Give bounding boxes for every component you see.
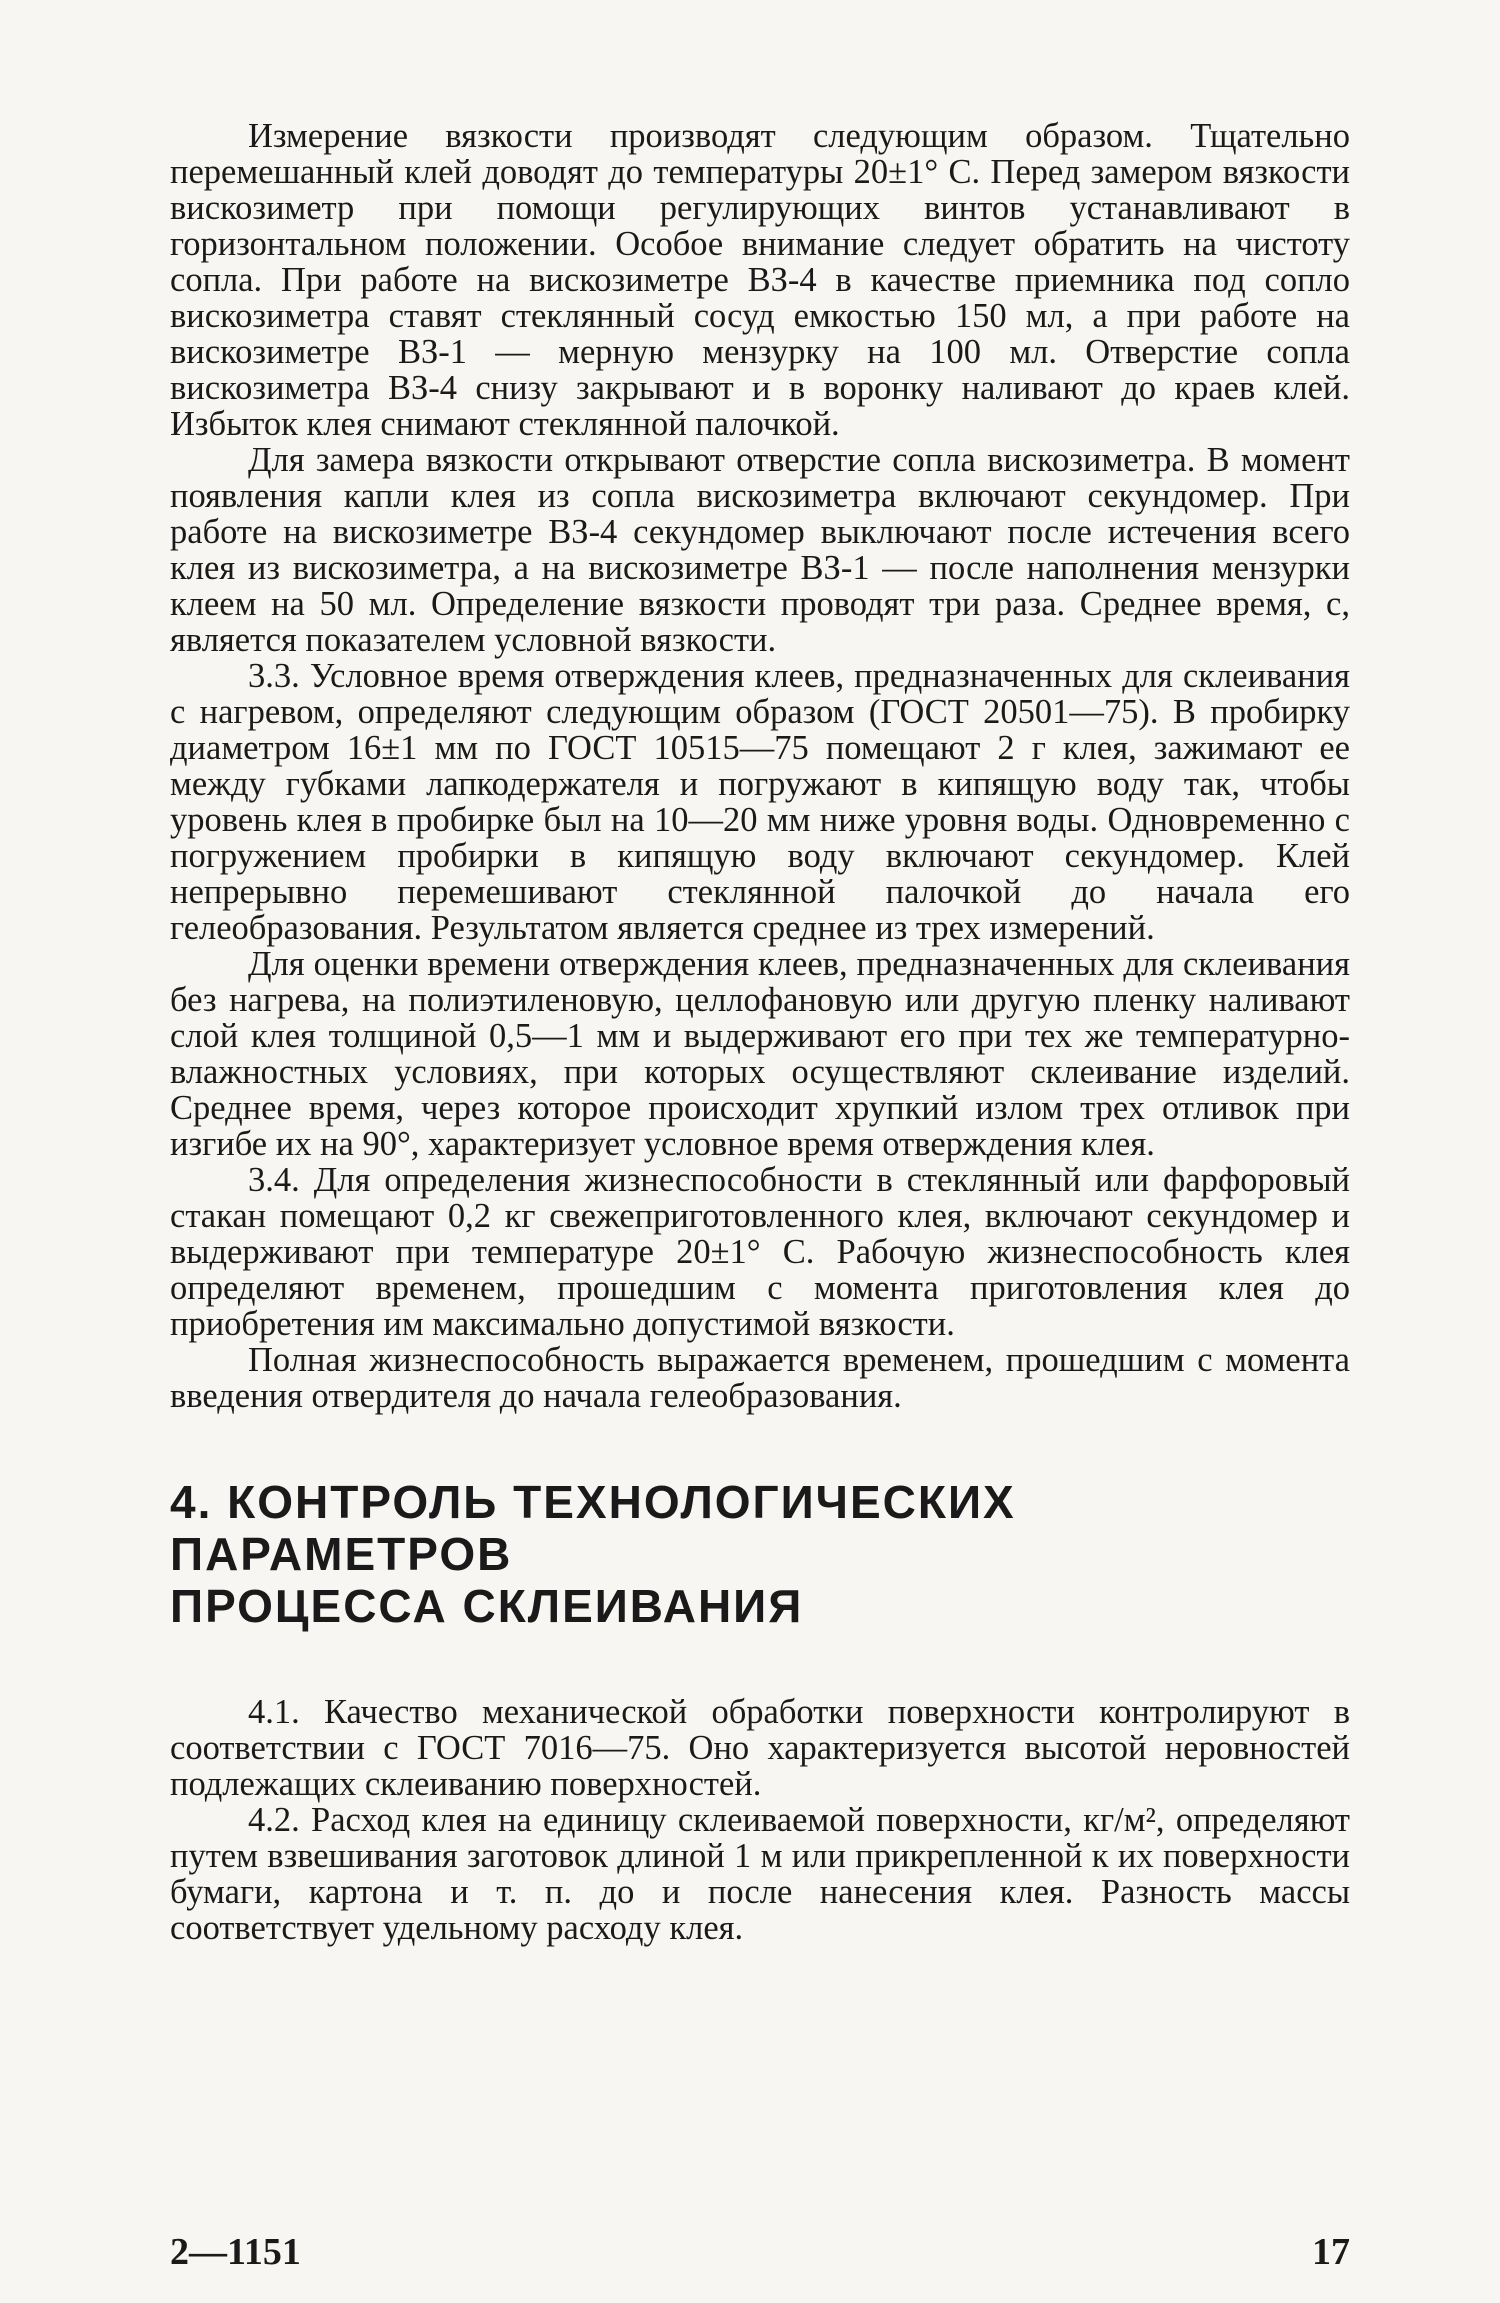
- paragraph-viscosity-procedure: Для замера вязкости открывают отверстие сопла вискозиметра. В момент появления капли клея из сопла вискозиметра включают секундомер. При работе на вискозиметре ВЗ-4 секундомер выключают после истечения всего клея из вискозиметра, а на вискозиметре ВЗ-1 — после наполнения мензурки клеем на 50 мл. Определение вязкости проводят три раза. Среднее время, с, является показателем условной вязкости.: [170, 441, 1350, 659]
- paragraph-curing-no-heat: Для оценки времени отверждения клеев, предназначенных для склеивания без нагрева, на полиэтиленовую, целлофановую или другую пленку наливают слой клея толщиной 0,5—1 мм и выдерживают его при тех же температурно-влажностных условиях, при которых осуществляют склеивание изделий. Среднее время, через которое происходит хрупкий излом трех отливок при изгибе их на 90°, характеризует условное время отверждения клея.: [170, 945, 1350, 1163]
- printer-signature: 2—1151: [170, 2231, 301, 2273]
- page-footer: [170, 2230, 1350, 2280]
- section-heading: [170, 1476, 1350, 1632]
- section-heading-line-1: 4. КОНТРОЛЬ ТЕХНОЛОГИЧЕСКИХ ПАРАМЕТРОВ: [170, 1476, 1016, 1580]
- paragraph-4-1-surface-quality: 4.1. Качество механической обработки поверхности контролируют в соответствии с ГОСТ 7016—75. Оно характеризуется высотой неровностей подлежащих склеиванию поверхностей.: [170, 1693, 1350, 1803]
- page-body: [170, 118, 1350, 1946]
- page-number: 17: [1312, 2231, 1350, 2273]
- paragraph-3-3-curing-time: 3.3. Условное время отверждения клеев, предназначенных для склеивания с нагревом, определяют следующим образом (ГОСТ 20501—75). В пробирку диаметром 16±1 мм по ГОСТ 10515—75 помещают 2 г клея, зажимают ее между губками лапкодержателя и погружают в кипящую воду так, чтобы уровень клея в пробирке был на 10—20 мм ниже уровня воды. Одновременно с погружением пробирки в кипящую воду включают секундомер. Клей непрерывно перемешивают стеклянной палочкой до начала его гелеобразования. Результатом является среднее из трех измерений.: [170, 657, 1350, 947]
- paragraph-3-4-pot-life: 3.4. Для определения жизнеспособности в стеклянный или фарфоровый стакан помещают 0,2 кг свежеприготовленного клея, включают секундомер и выдерживают при температуре 20±1° С. Рабочую жизнеспособность клея определяют временем, прошедшим с момента приготовления клея до приобретения им максимально допустимой вязкости.: [170, 1161, 1350, 1343]
- section-heading-line-2: ПРОЦЕССА СКЛЕИВАНИЯ: [170, 1580, 804, 1632]
- paragraph-viscosity-measurement: Измерение вязкости производят следующим образом. Тщательно перемешанный клей доводят до температуры 20±1° С. Перед замером вязкости вискозиметр при помощи регулирующих винтов устанавливают в горизонтальном положении. Особое внимание следует обратить на чистоту сопла. При работе на вискозиметре ВЗ-4 в качестве приемника под сопло вискозиметра ставят стеклянный сосуд емкостью 150 мл, а при работе на вискозиметре ВЗ-1 — мерную мензурку на 100 мл. Отверстие сопла вискозиметра ВЗ-4 снизу закрывают и в воронку наливают до краев клей. Избыток клея снимают стеклянной палочкой.: [170, 117, 1350, 443]
- paragraph-4-2-glue-consumption: 4.2. Расход клея на единицу склеиваемой поверхности, кг/м², определяют путем взвешивания заготовок длиной 1 м или прикрепленной к их поверхности бумаги, картона и т. п. до и после нанесения клея. Разность массы соответствует удельному расходу клея.: [170, 1801, 1350, 1947]
- paragraph-full-pot-life: Полная жизнеспособность выражается временем, прошедшим с момента введения отвердителя до начала гелеобразования.: [170, 1341, 1350, 1415]
